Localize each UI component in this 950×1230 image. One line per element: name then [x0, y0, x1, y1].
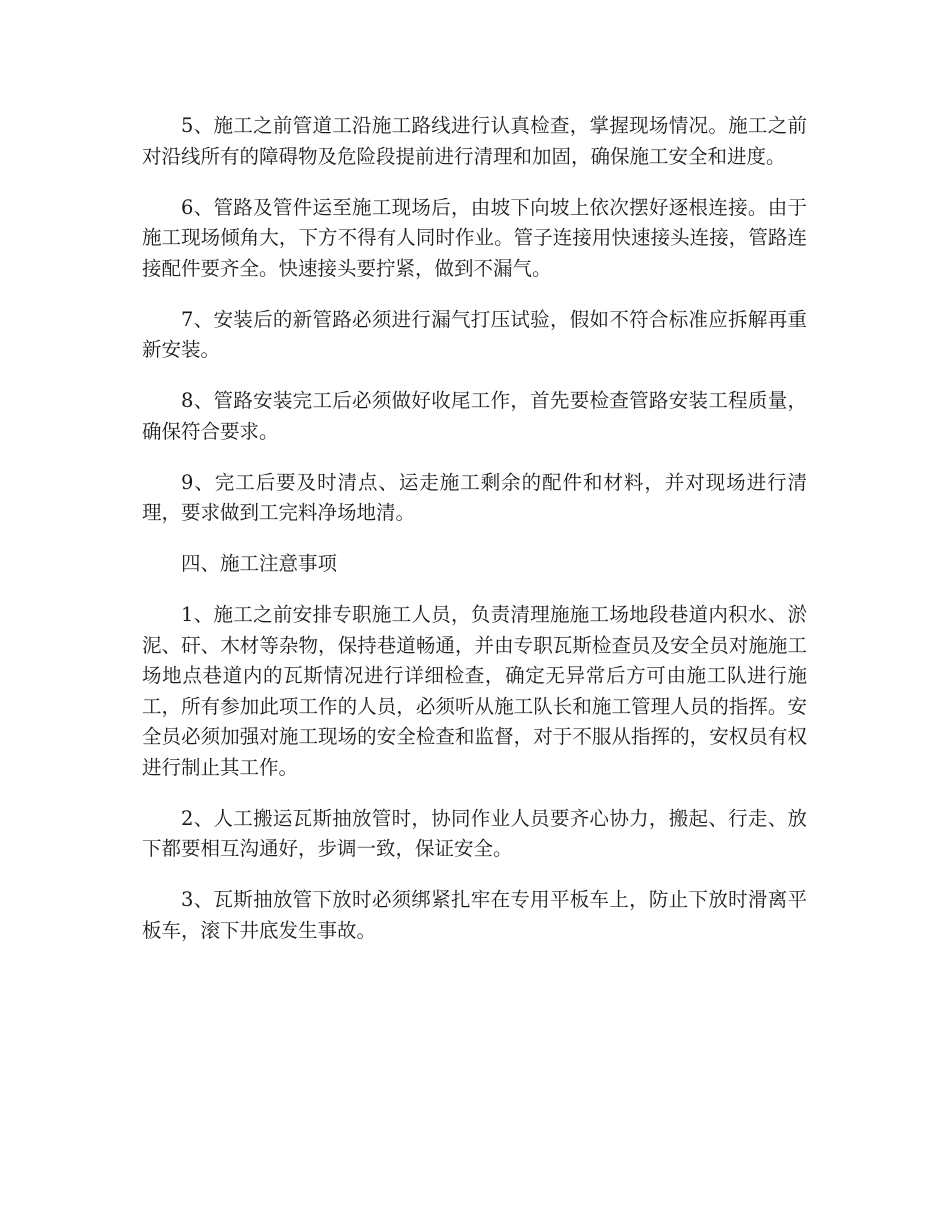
- paragraph-item-5: 5、施工之前管道工沿施工路线进行认真检查，掌握现场情况。施工之前对沿线所有的障碍物及危险段提前进行清理和加固，确保施工安全和进度。: [142, 114, 807, 168]
- paragraph-item-6: 6、管路及管件运至施工现场后，由坡下向坡上依次摆好逐根连接。由于施工现场倾角大，下方不得有人同时作业。管子连接用快速接头连接，管路连接配件要齐全。快速接头要拧紧，做到不漏气。: [142, 195, 807, 280]
- paragraph-note-2: 2、人工搬运瓦斯抽放管时，协同作业人员要齐心协力，搬起、行走、放下都要相互沟通好，步调一致，保证安全。: [142, 806, 807, 860]
- paragraph-note-1: 1、施工之前安排专职施工人员，负责清理施施工场地段巷道内积水、淤泥、矸、木材等杂物，保持巷道畅通，并由专职瓦斯检查员及安全员对施施工场地点巷道内的瓦斯情况进行详细检查，确定无异常后方可由施工队进行施工，所有参加此项工作的人员，必须听从施工队长和施工管理人员的指挥。安全员必须加强对施工现场的安全检查和监督，对于不服从指挥的，安权员有权进行制止其工作。: [142, 603, 807, 779]
- paragraph-item-8: 8、管路安装完工后必须做好收尾工作，首先要检查管路安装工程质量，确保符合要求。: [142, 389, 807, 443]
- paragraph-item-9: 9、完工后要及时清点、运走施工剩余的配件和材料，并对现场进行清理，要求做到工完料净场地清。: [142, 470, 807, 524]
- document-body: [142, 111, 807, 967]
- section-heading: 四、施工注意事项: [181, 552, 338, 575]
- paragraph-item-7: 7、安装后的新管路必须进行漏气打压试验，假如不符合标准应拆解再重新安装。: [142, 307, 807, 361]
- paragraph-note-3: 3、瓦斯抽放管下放时必须绑紧扎牢在专用平板车上，防止下放时滑离平板车，滚下井底发生事故。: [142, 888, 807, 942]
